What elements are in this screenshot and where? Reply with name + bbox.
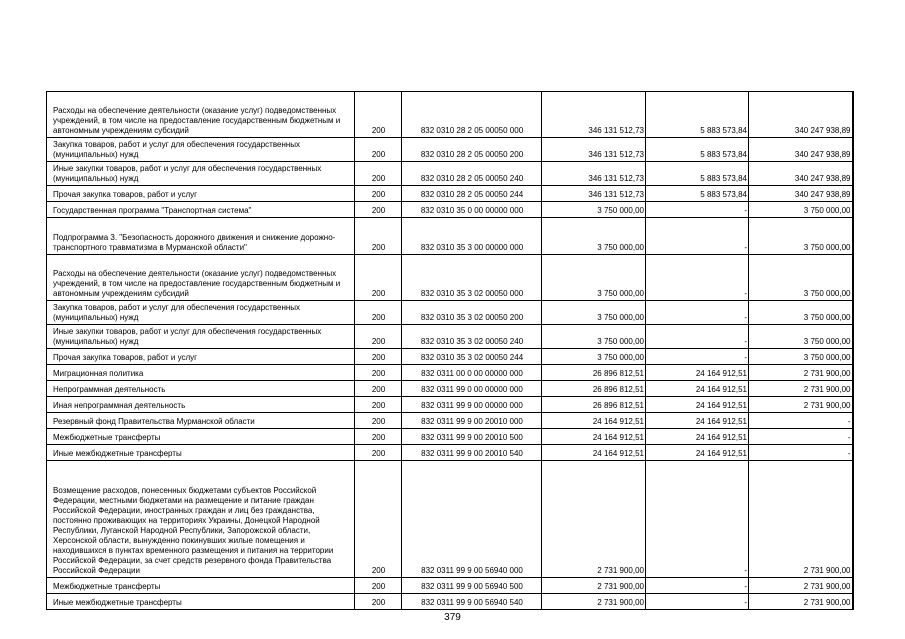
row-kbk: 832 0311 99 9 00 56940 540 (402, 594, 542, 610)
row-unexecuted: 2 731 900,00 (749, 594, 853, 610)
row-kbk: 832 0310 28 2 05 00050 244 (402, 186, 542, 202)
row-kbk: 832 0310 35 3 00 00000 000 (402, 218, 542, 255)
row-approved: 346 131 512,73 (542, 162, 646, 186)
row-executed: - (646, 594, 749, 610)
table-row (47, 162, 853, 186)
row-executed: - (646, 255, 749, 301)
table-row (47, 413, 853, 429)
row-name: Возмещение расходов, понесенных бюджетами субъектов Российской Федерации, местными бюджетами на размещение и питание граждан Российской Федерации, иностранных граждан и лиц без гражданства, постоянно проживающих на территориях Украины, Донецкой Народной Республики, Луганской Народной Республики, Запорожской области, Херсонской области, вынужденно покинувших жилые помещения и находившихся в пунктах временного размещения и питания на территории Российской Федерации, за счет средств резервного фонда Правительства Российской Федерации (47, 461, 355, 578)
row-kbk: 832 0311 99 9 00 00000 000 (402, 397, 542, 413)
row-executed: 5 883 573,84 (646, 186, 749, 202)
row-name: Непрограммная деятельность (47, 381, 355, 397)
table-row (47, 429, 853, 445)
row-executed: 5 883 573,84 (646, 92, 749, 138)
row-approved: 24 164 912,51 (542, 413, 646, 429)
table-row (47, 578, 853, 594)
budget-table (46, 91, 854, 610)
row-executed: 24 164 912,51 (646, 413, 749, 429)
table-row (47, 186, 853, 202)
row-approved: 346 131 512,73 (542, 138, 646, 162)
row-name: Подпрограмма 3. "Безопасность дорожного движения и снижение дорожно-транспортного травматизма в Мурманской области" (47, 218, 355, 255)
table-row (47, 349, 853, 365)
row-code: 200 (355, 413, 402, 429)
table-row (47, 255, 853, 301)
row-code: 200 (355, 429, 402, 445)
row-code: 200 (355, 162, 402, 186)
row-code: 200 (355, 349, 402, 365)
row-code: 200 (355, 594, 402, 610)
budget-table-body (47, 92, 853, 610)
row-kbk: 832 0311 00 0 00 00000 000 (402, 365, 542, 381)
row-approved: 346 131 512,73 (542, 186, 646, 202)
row-code: 200 (355, 578, 402, 594)
row-kbk: 832 0310 35 0 00 00000 000 (402, 202, 542, 218)
row-unexecuted: - (749, 445, 853, 461)
row-code: 200 (355, 325, 402, 349)
row-executed: - (646, 349, 749, 365)
table-row (47, 92, 853, 138)
row-kbk: 832 0310 28 2 05 00050 240 (402, 162, 542, 186)
row-name: Закупка товаров, работ и услуг для обеспечения государственных (муниципальных) нужд (47, 138, 355, 162)
row-kbk: 832 0311 99 9 00 20010 540 (402, 445, 542, 461)
row-unexecuted: 3 750 000,00 (749, 301, 853, 325)
row-name: Миграционная политика (47, 365, 355, 381)
row-approved: 2 731 900,00 (542, 578, 646, 594)
row-approved: 24 164 912,51 (542, 445, 646, 461)
row-unexecuted: 2 731 900,00 (749, 397, 853, 413)
row-executed: 5 883 573,84 (646, 138, 749, 162)
row-name: Расходы на обеспечение деятельности (оказание услуг) подведомственных учреждений, в том числе на предоставление государственным бюджетным и автономным учреждениям субсидий (47, 92, 355, 138)
row-executed: 5 883 573,84 (646, 162, 749, 186)
row-name: Закупка товаров, работ и услуг для обеспечения государственных (муниципальных) нужд (47, 301, 355, 325)
row-unexecuted: - (749, 413, 853, 429)
table-row (47, 381, 853, 397)
table-row (47, 202, 853, 218)
row-code: 200 (355, 461, 402, 578)
table-row (47, 218, 853, 255)
row-name: Иные закупки товаров, работ и услуг для обеспечения государственных (муниципальных) нужд (47, 325, 355, 349)
row-executed: 24 164 912,51 (646, 381, 749, 397)
row-executed: - (646, 325, 749, 349)
row-unexecuted: 3 750 000,00 (749, 218, 853, 255)
row-kbk: 832 0311 99 9 00 20010 500 (402, 429, 542, 445)
row-name: Иные закупки товаров, работ и услуг для обеспечения государственных (муниципальных) нужд (47, 162, 355, 186)
row-unexecuted: 340 247 938,89 (749, 162, 853, 186)
row-code: 200 (355, 255, 402, 301)
row-kbk: 832 0311 99 9 00 56940 500 (402, 578, 542, 594)
row-name: Иные межбюджетные трансферты (47, 445, 355, 461)
row-code: 200 (355, 445, 402, 461)
table-row (47, 325, 853, 349)
row-name: Межбюджетные трансферты (47, 429, 355, 445)
row-kbk: 832 0311 99 9 00 20010 000 (402, 413, 542, 429)
row-code: 200 (355, 138, 402, 162)
row-name: Иная непрограммная деятельность (47, 397, 355, 413)
row-code: 200 (355, 301, 402, 325)
table-row (47, 594, 853, 610)
row-kbk: 832 0310 28 2 05 00050 200 (402, 138, 542, 162)
table-row (47, 397, 853, 413)
row-executed: 24 164 912,51 (646, 429, 749, 445)
row-unexecuted: 340 247 938,89 (749, 138, 853, 162)
row-approved: 2 731 900,00 (542, 594, 646, 610)
row-executed: - (646, 461, 749, 578)
row-name: Расходы на обеспечение деятельности (оказание услуг) подведомственных учреждений, в том числе на предоставление государственным бюджетным и автономным учреждениям субсидий (47, 255, 355, 301)
row-unexecuted: 3 750 000,00 (749, 255, 853, 301)
row-kbk: 832 0310 35 3 02 00050 000 (402, 255, 542, 301)
row-kbk: 832 0310 35 3 02 00050 244 (402, 349, 542, 365)
row-name: Иные межбюджетные трансферты (47, 594, 355, 610)
row-approved: 346 131 512,73 (542, 92, 646, 138)
row-code: 200 (355, 365, 402, 381)
row-unexecuted: 2 731 900,00 (749, 578, 853, 594)
row-kbk: 832 0311 99 0 00 00000 000 (402, 381, 542, 397)
row-kbk: 832 0310 28 2 05 00050 000 (402, 92, 542, 138)
row-unexecuted: 3 750 000,00 (749, 325, 853, 349)
table-row (47, 445, 853, 461)
row-executed: - (646, 301, 749, 325)
row-unexecuted: 340 247 938,89 (749, 92, 853, 138)
row-executed: - (646, 218, 749, 255)
row-code: 200 (355, 92, 402, 138)
row-name: Резервный фонд Правительства Мурманской области (47, 413, 355, 429)
row-approved: 24 164 912,51 (542, 429, 646, 445)
row-executed: 24 164 912,51 (646, 365, 749, 381)
row-approved: 3 750 000,00 (542, 301, 646, 325)
table-row (47, 138, 853, 162)
row-approved: 2 731 900,00 (542, 461, 646, 578)
row-executed: - (646, 202, 749, 218)
row-unexecuted: - (749, 429, 853, 445)
row-unexecuted: 3 750 000,00 (749, 349, 853, 365)
row-executed: 24 164 912,51 (646, 397, 749, 413)
row-approved: 26 896 812,51 (542, 381, 646, 397)
row-unexecuted: 2 731 900,00 (749, 381, 853, 397)
row-approved: 26 896 812,51 (542, 397, 646, 413)
row-approved: 3 750 000,00 (542, 349, 646, 365)
row-kbk: 832 0310 35 3 02 00050 200 (402, 301, 542, 325)
row-approved: 3 750 000,00 (542, 255, 646, 301)
row-approved: 26 896 812,51 (542, 365, 646, 381)
row-unexecuted: 2 731 900,00 (749, 461, 853, 578)
row-kbk: 832 0310 35 3 02 00050 240 (402, 325, 542, 349)
table-row (47, 301, 853, 325)
row-code: 200 (355, 202, 402, 218)
row-kbk: 832 0311 99 9 00 56940 000 (402, 461, 542, 578)
row-approved: 3 750 000,00 (542, 325, 646, 349)
row-executed: - (646, 578, 749, 594)
page-number: 379 (444, 612, 461, 623)
row-executed: 24 164 912,51 (646, 445, 749, 461)
row-approved: 3 750 000,00 (542, 218, 646, 255)
row-unexecuted: 340 247 938,89 (749, 186, 853, 202)
row-name: Межбюджетные трансферты (47, 578, 355, 594)
row-name: Государственная программа "Транспортная система" (47, 202, 355, 218)
row-code: 200 (355, 397, 402, 413)
row-unexecuted: 2 731 900,00 (749, 365, 853, 381)
row-name: Прочая закупка товаров, работ и услуг (47, 186, 355, 202)
row-code: 200 (355, 218, 402, 255)
row-code: 200 (355, 186, 402, 202)
row-approved: 3 750 000,00 (542, 202, 646, 218)
table-row (47, 365, 853, 381)
row-name: Прочая закупка товаров, работ и услуг (47, 349, 355, 365)
table-row (47, 461, 853, 578)
row-unexecuted: 3 750 000,00 (749, 202, 853, 218)
row-code: 200 (355, 381, 402, 397)
